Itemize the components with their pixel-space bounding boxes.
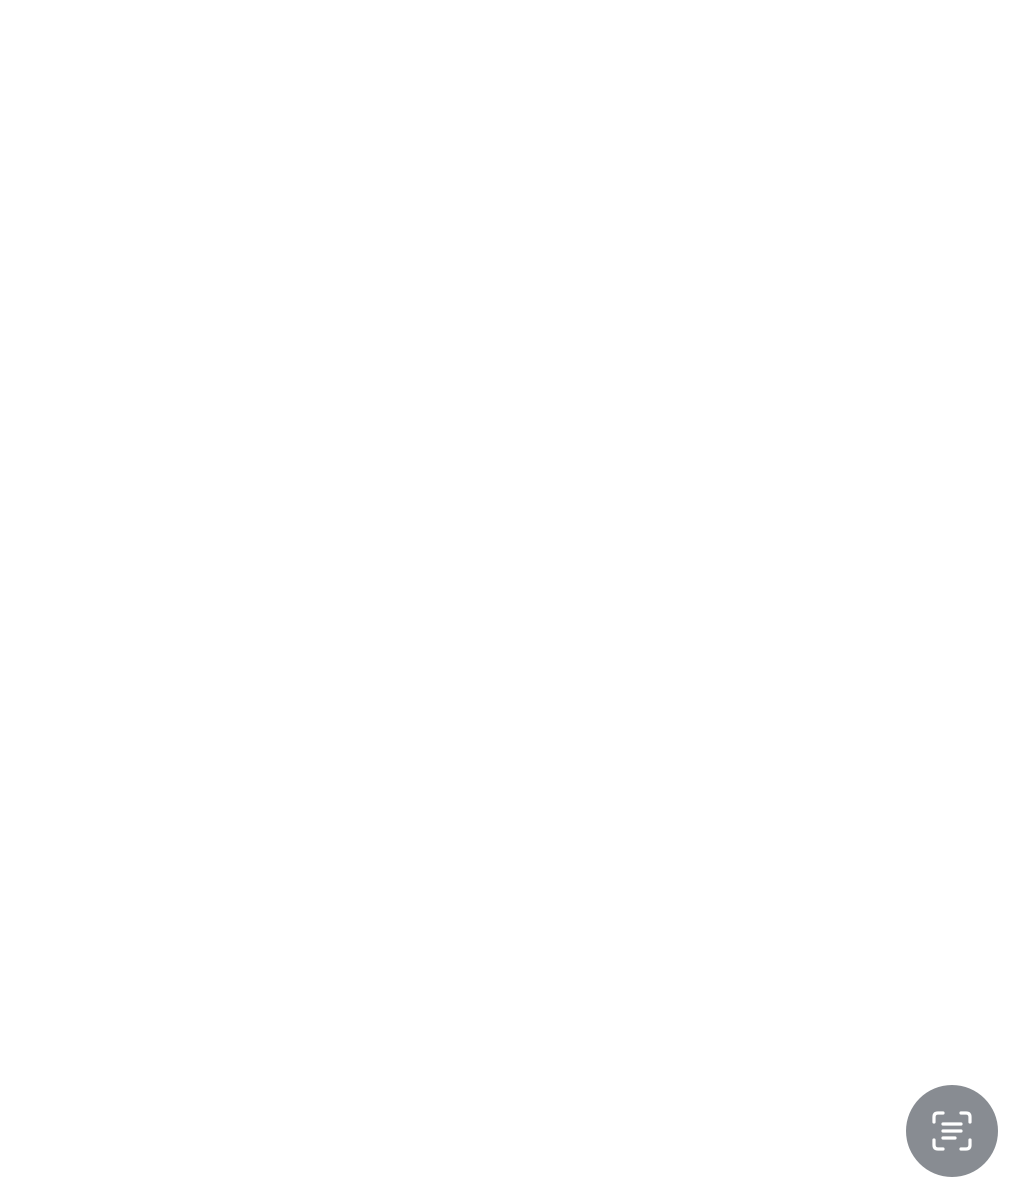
scan-text-button[interactable] [906,1085,998,1177]
scan-text-icon [930,1109,974,1153]
